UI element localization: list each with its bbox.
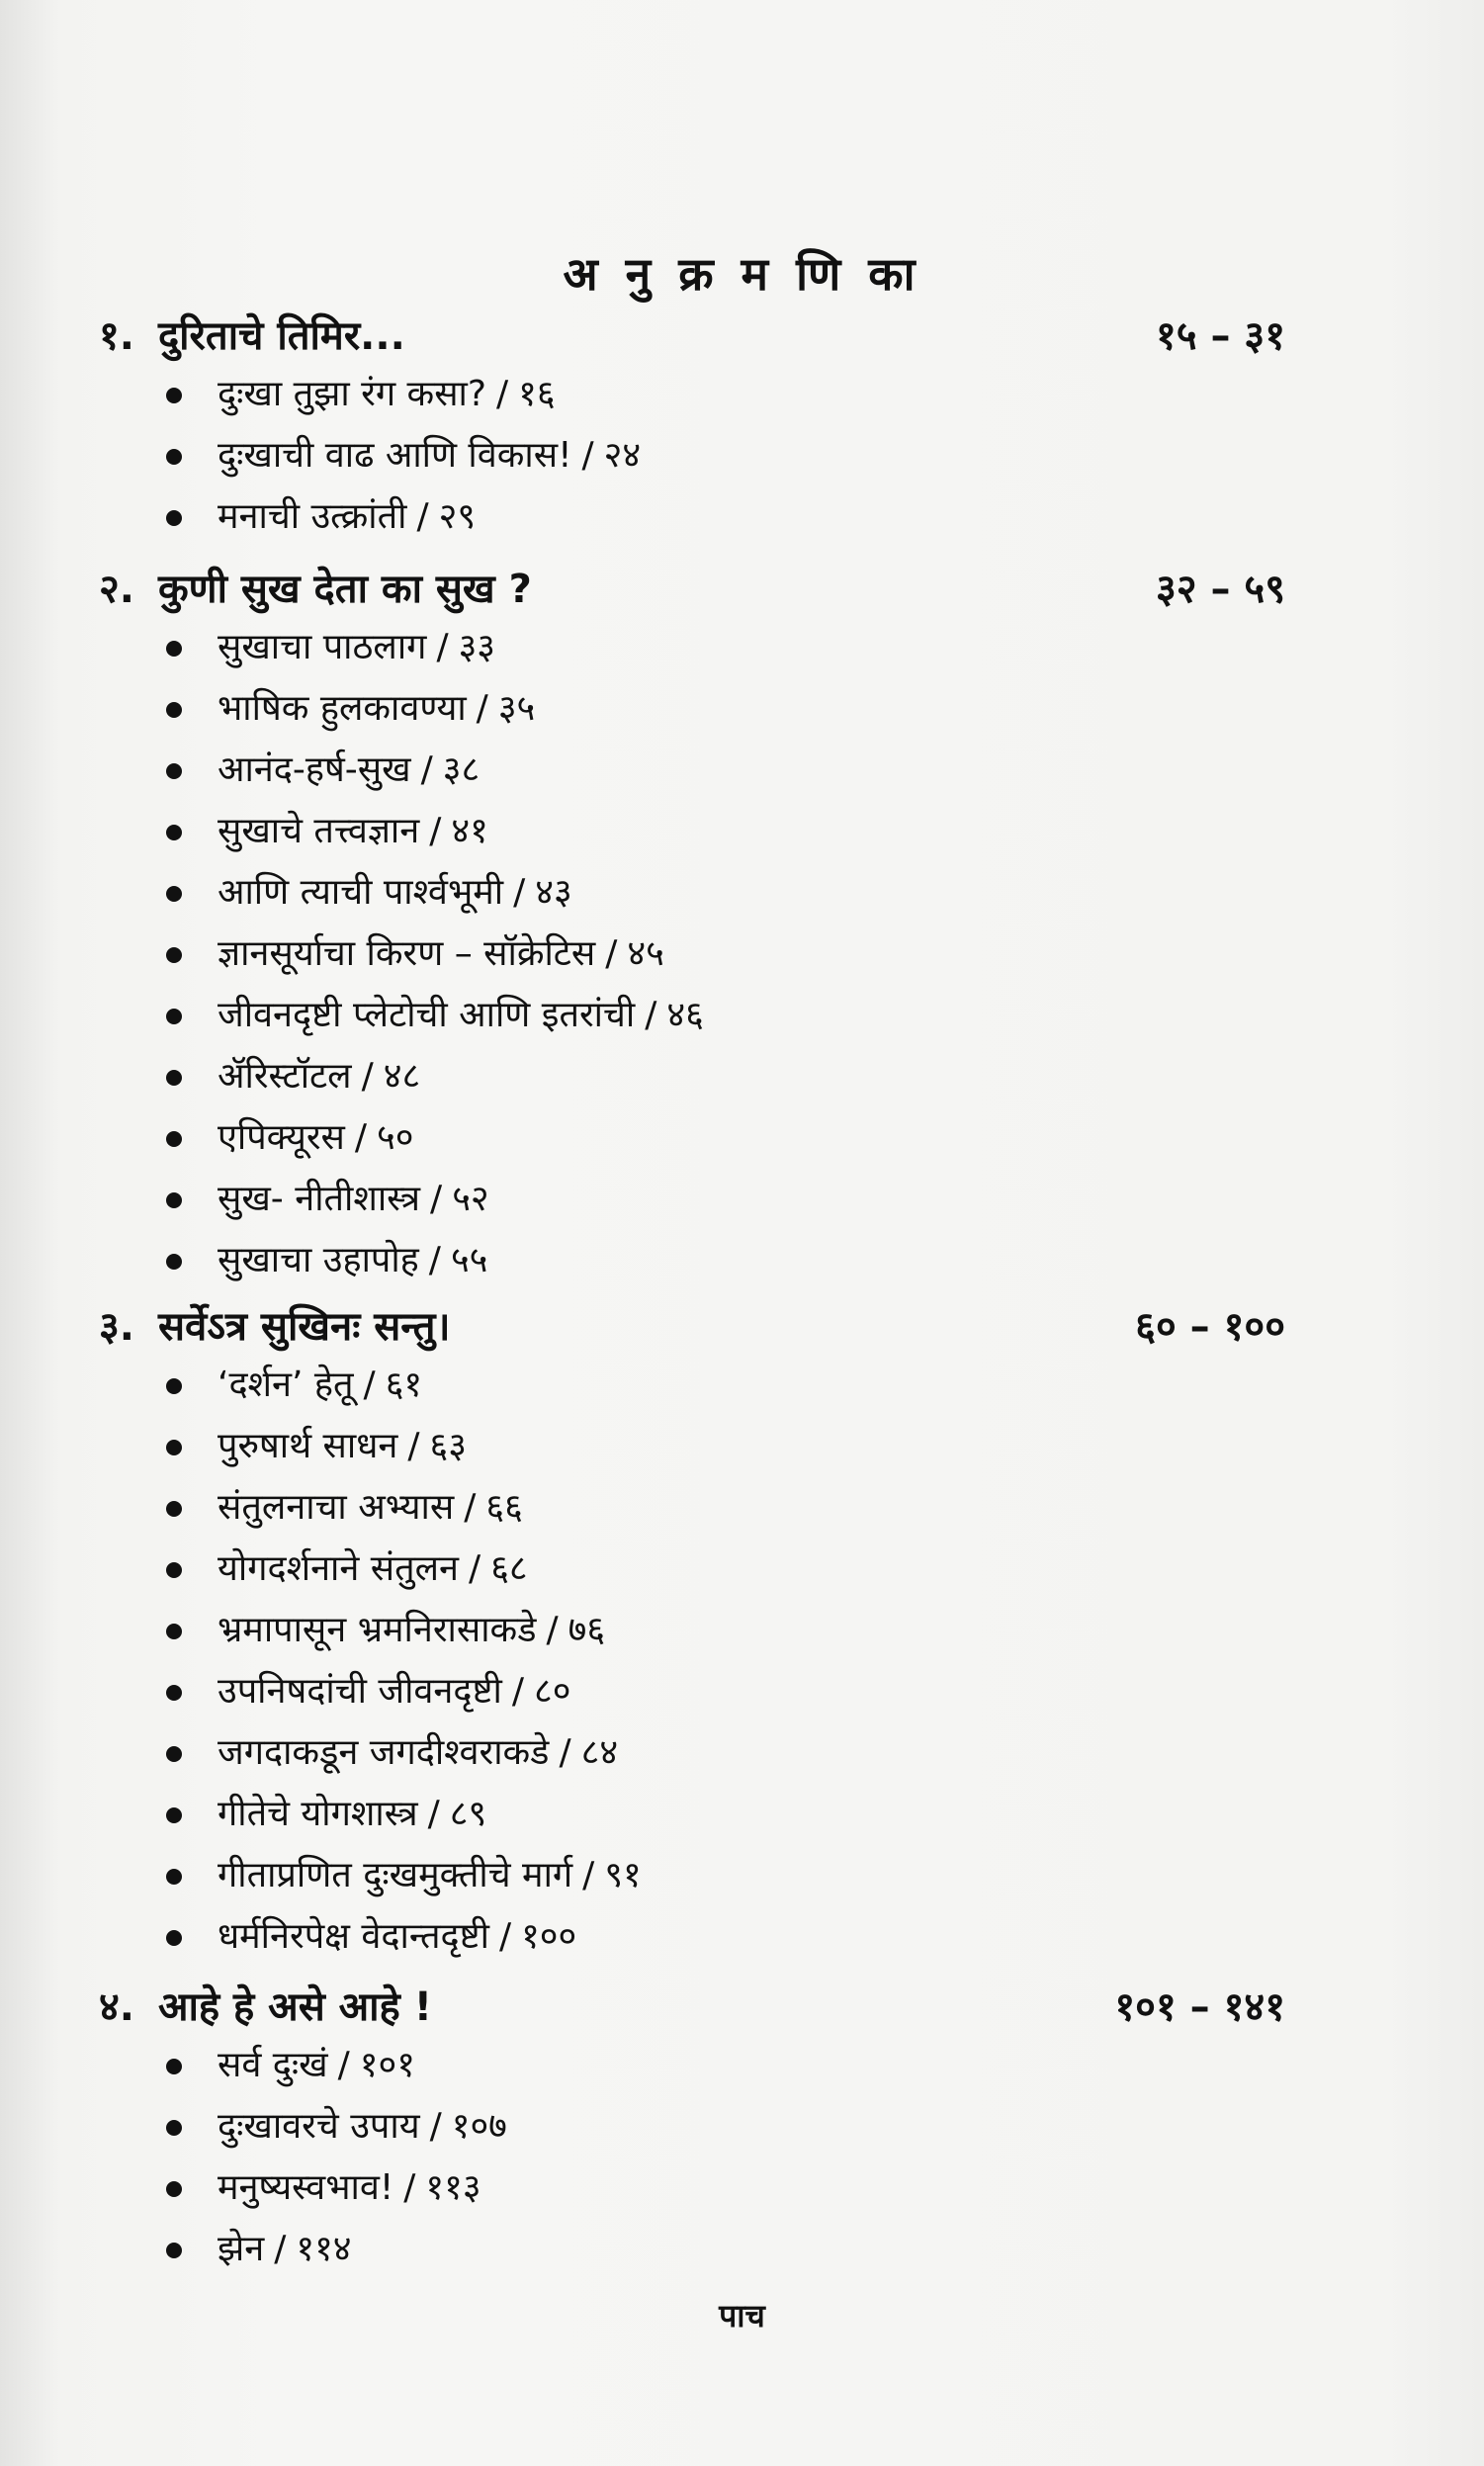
chapter-number: १. [99, 313, 134, 359]
bullet-icon [166, 825, 182, 840]
item-page: ५५ [450, 1240, 488, 1280]
item-title: ज्ञानसूर्याचा किरण – सॉक्रेटिस [218, 933, 596, 974]
item-page: १६ [518, 374, 556, 414]
bullet-icon [166, 947, 182, 963]
item-page: ४६ [666, 995, 704, 1035]
bullet-icon [166, 641, 182, 657]
chapter-number: ३. [99, 1304, 134, 1350]
item-title: गीतेचे योगशास्त्र [218, 1794, 418, 1834]
chapter-title: दुरिताचे तिमिर... [157, 313, 405, 359]
item-page: १०० [521, 1916, 577, 1957]
item-title: दुःखा तुझा रंग कसा? [218, 374, 486, 414]
item-page: ४८ [383, 1056, 421, 1097]
item-title: योगदर्शनाने संतुलन [218, 1548, 460, 1589]
bullet-icon [166, 2120, 182, 2136]
chapter-page-range: ६० – १०० [1135, 1304, 1285, 1350]
item-page: ९१ [604, 1855, 642, 1895]
list-item: संतुलनाचा अभ्यास / ६६ [218, 1481, 523, 1537]
item-title: सुखाचा पाठलाग [218, 627, 427, 667]
chapter-title: आहे हे असे आहे ! [157, 1984, 432, 2030]
bullet-icon [166, 1070, 182, 1086]
item-page: ५० [377, 1117, 414, 1158]
item-page: ६६ [485, 1487, 523, 1528]
item-title: संतुलनाचा अभ्यास [218, 1487, 455, 1528]
list-item: ‘दर्शन’ हेतू / ६१ [218, 1359, 422, 1414]
bullet-icon [166, 510, 182, 526]
chapter-title: सर्वेऽत्र सुखिनः सन्तु। [157, 1304, 451, 1350]
page-number-footer: पाच [719, 2297, 765, 2334]
item-title: ॲरिस्टॉटल [218, 1056, 352, 1097]
item-title: जगदाकडून जगदीश्वराकडे [218, 1732, 550, 1773]
bullet-icon [166, 1009, 182, 1024]
list-item: झेन / ११४ [218, 2223, 352, 2278]
item-page: ४५ [627, 933, 664, 974]
bullet-icon [166, 1930, 182, 1946]
item-title: मनुष्यस्वभाव! [218, 2167, 394, 2208]
item-page: ४३ [535, 872, 572, 913]
item-title: सुखाचे तत्त्वज्ञान [218, 811, 420, 851]
item-page: ३५ [497, 688, 536, 729]
bullet-icon [166, 886, 182, 902]
item-page: ६१ [385, 1365, 423, 1405]
item-title: दुःखाची वाढ आणि विकास! [218, 435, 572, 476]
bullet-icon [166, 1869, 182, 1885]
item-page: ११३ [425, 2167, 481, 2208]
bullet-icon [166, 1192, 182, 1208]
list-item: योगदर्शनाने संतुलन / ६८ [218, 1542, 528, 1598]
item-title: भाषिक हुलकावण्या [218, 688, 467, 729]
bullet-icon [166, 702, 182, 718]
item-page: ७६ [567, 1610, 606, 1650]
bullet-icon [166, 1440, 182, 1455]
list-item: दुःखा तुझा रंग कसा? / १६ [218, 368, 556, 423]
item-title: दुःखावरचे उपाय [218, 2106, 420, 2147]
chapter-page-range: १५ – ३१ [1155, 313, 1285, 359]
list-item: गीताप्रणित दुःखमुक्तीचे मार्ग / ९१ [218, 1849, 642, 1904]
list-item: जगदाकडून जगदीश्वराकडे / ८४ [218, 1726, 618, 1782]
list-item: मनाची उत्क्रांती / २९ [218, 490, 476, 546]
bullet-icon [166, 1378, 182, 1394]
page-title: अ नु क्र म णि का [563, 247, 921, 301]
list-item: दुःखावरचे उपाय / १०७ [218, 2100, 507, 2156]
bullet-icon [166, 1685, 182, 1701]
list-item: गीतेचे योगशास्त्र / ८९ [218, 1788, 486, 1843]
item-title: सुख- नीतीशास्त्र [218, 1179, 421, 1219]
chapter-page-range: ३२ – ५९ [1155, 567, 1285, 612]
item-page: १०१ [359, 2045, 415, 2085]
chapter-heading [99, 307, 1285, 366]
chapter-number: २. [99, 567, 134, 612]
bullet-icon [166, 1807, 182, 1823]
item-page: ४१ [451, 811, 488, 851]
item-title: ‘दर्शन’ हेतू [218, 1365, 354, 1405]
item-page: २९ [438, 496, 477, 537]
item-page: ६३ [429, 1426, 467, 1466]
item-page: ५२ [452, 1179, 489, 1219]
chapter-heading [99, 1978, 1285, 2037]
chapter-number: ४. [99, 1984, 134, 2030]
item-title: सुखाचा उहापोह [218, 1240, 419, 1280]
list-item: एपिक्यूरस / ५० [218, 1111, 413, 1167]
list-item: दुःखाची वाढ आणि विकास! / २४ [218, 429, 641, 484]
bullet-icon [166, 2243, 182, 2258]
item-title: धर्मनिरपेक्ष वेदान्तदृष्टी [218, 1916, 489, 1957]
item-page: ६८ [490, 1548, 528, 1589]
item-page: ३३ [458, 627, 496, 667]
item-page: ८९ [449, 1794, 487, 1834]
item-page: ११४ [296, 2229, 352, 2269]
list-item: सुखाचा पाठलाग / ३३ [218, 621, 495, 676]
bullet-icon [166, 1746, 182, 1762]
list-item: ॲरिस्टॉटल / ४८ [218, 1050, 420, 1105]
chapter-page-range: १०१ – १४१ [1114, 1984, 1285, 2030]
bullet-icon [166, 1131, 182, 1147]
bullet-icon [166, 1501, 182, 1517]
list-item: सुखाचा उहापोह / ५५ [218, 1234, 487, 1289]
item-title: मनाची उत्क्रांती [218, 496, 407, 537]
list-item: ज्ञानसूर्याचा किरण – सॉक्रेटिस / ४५ [218, 927, 664, 983]
item-page: ३८ [442, 749, 480, 790]
item-title: जीवनदृष्टी प्लेटोची आणि इतरांची [218, 995, 636, 1035]
list-item: पुरुषार्थ साधन / ६३ [218, 1420, 467, 1475]
item-title: उपनिषदांची जीवनदृष्टी [218, 1671, 502, 1712]
list-item: भाषिक हुलकावण्या / ३५ [218, 682, 535, 738]
bullet-icon [166, 388, 182, 403]
chapter-heading [99, 560, 1285, 619]
bullet-icon [166, 2059, 182, 2074]
list-item: सुखाचे तत्त्वज्ञान / ४१ [218, 805, 488, 860]
item-title: गीताप्रणित दुःखमुक्तीचे मार्ग [218, 1855, 573, 1895]
item-title: सर्व दुःखं [218, 2045, 328, 2085]
bullet-icon [166, 449, 182, 465]
item-title: पुरुषार्थ साधन [218, 1426, 398, 1466]
bullet-icon [166, 2181, 182, 2197]
list-item: सर्व दुःखं / १०१ [218, 2039, 415, 2094]
list-item: उपनिषदांची जीवनदृष्टी / ८० [218, 1665, 570, 1720]
item-title: झेन [218, 2229, 265, 2269]
bullet-icon [166, 1562, 182, 1578]
list-item: जीवनदृष्टी प्लेटोची आणि इतरांची / ४६ [218, 989, 704, 1044]
chapter-heading [99, 1297, 1285, 1357]
bullet-icon [166, 763, 182, 779]
item-page: ८० [534, 1671, 571, 1712]
list-item: आनंद-हर्ष-सुख / ३८ [218, 744, 480, 799]
item-page: १०७ [451, 2106, 507, 2147]
list-item: भ्रमापासून भ्रमनिरासाकडे / ७६ [218, 1604, 605, 1659]
chapter-title: कुणी सुख देता का सुख ? [157, 567, 532, 612]
item-title: एपिक्यूरस [218, 1117, 345, 1158]
item-page: २४ [603, 435, 642, 476]
item-title: भ्रमापासून भ्रमनिरासाकडे [218, 1610, 537, 1650]
item-title: आनंद-हर्ष-सुख [218, 749, 411, 790]
list-item: आणि त्याची पार्श्वभूमी / ४३ [218, 866, 572, 922]
bullet-icon [166, 1254, 182, 1270]
list-item: धर्मनिरपेक्ष वेदान्तदृष्टी / १०० [218, 1910, 576, 1966]
list-item: सुख- नीतीशास्त्र / ५२ [218, 1173, 489, 1228]
item-title: आणि त्याची पार्श्वभूमी [218, 872, 504, 913]
list-item: मनुष्यस्वभाव! / ११३ [218, 2161, 481, 2217]
bullet-icon [166, 1624, 182, 1639]
item-page: ८४ [580, 1732, 619, 1773]
